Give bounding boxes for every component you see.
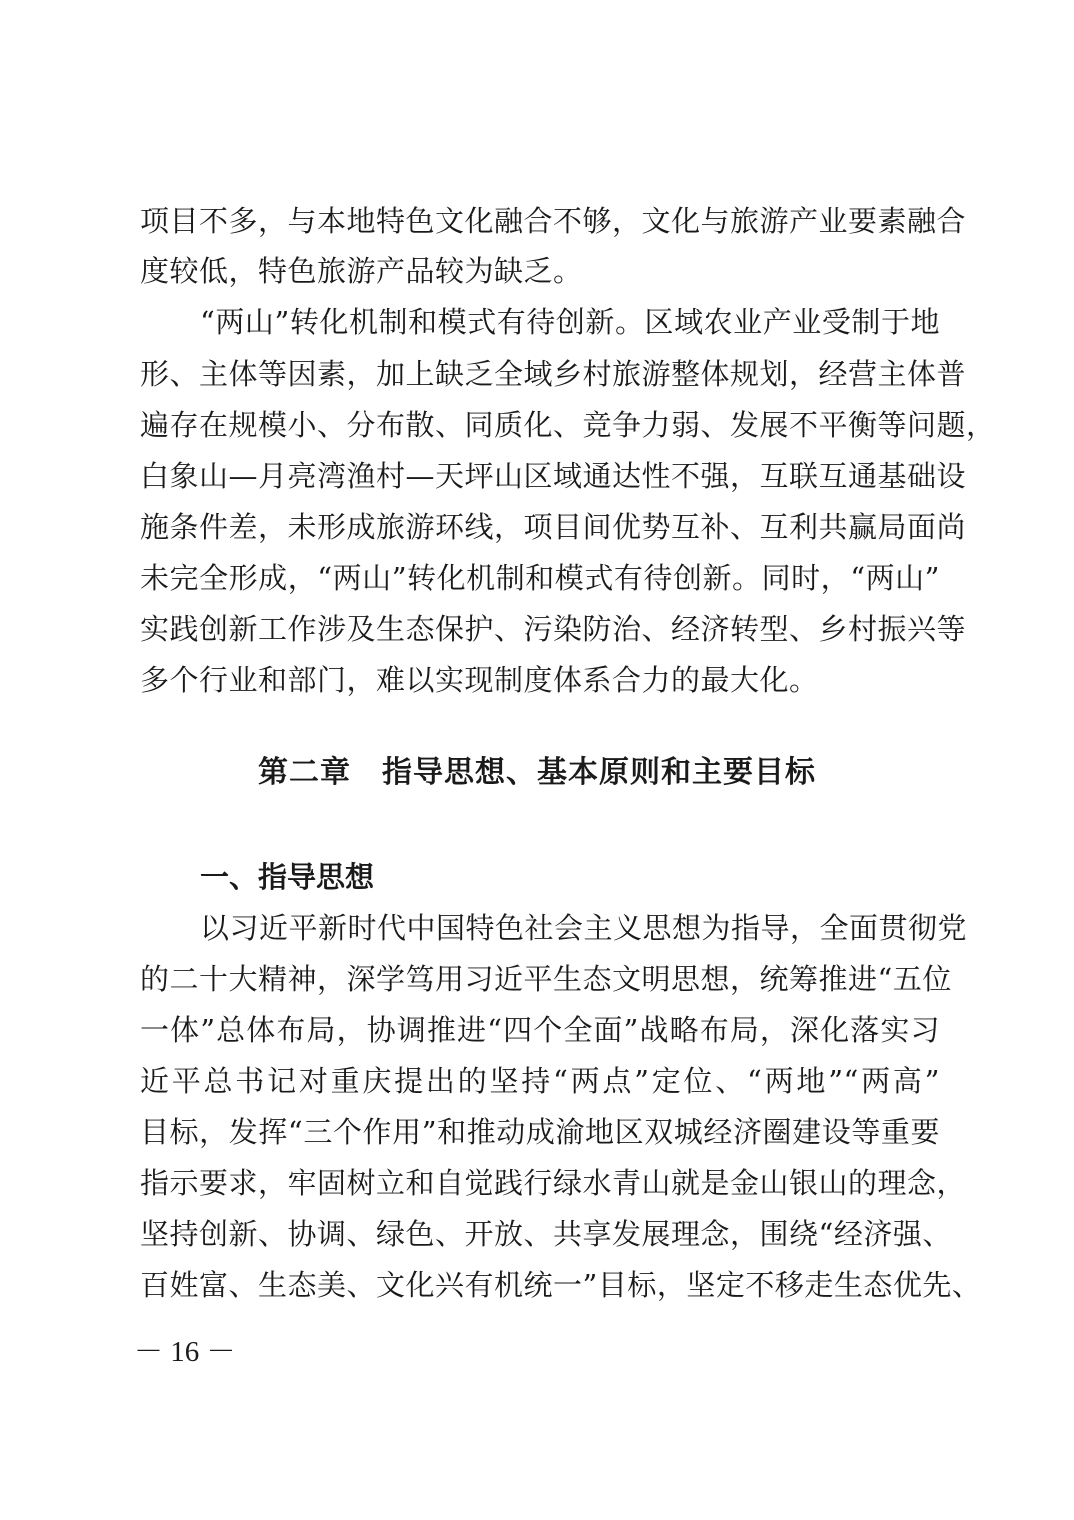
paragraph-1-line-1: 项目不多，与本地特色文化融合不够，文化与旅游产业要素融合 bbox=[140, 204, 967, 238]
section-title: 一、指导思想 bbox=[200, 860, 375, 894]
paragraph-3-line-6: 指示要求，牢固树立和自觉践行绿水青山就是金山银山的理念， bbox=[140, 1166, 967, 1200]
paragraph-2-line-5: 施条件差，未形成旅游环线，项目间优势互补、互利共赢局面尚 bbox=[140, 510, 967, 544]
paragraph-3-line-1: 以习近平新时代中国特色社会主义思想为指导，全面贯彻党 bbox=[200, 911, 968, 945]
paragraph-3-line-3: 一体”总体布局，协调推进“四个全面”战略布局，深化落实习 bbox=[140, 1013, 940, 1047]
paragraph-3-line-5: 目标，发挥“三个作用”和推动成渝地区双城经济圈建设等重要 bbox=[140, 1115, 940, 1149]
paragraph-2-line-2: 形、主体等因素，加上缺乏全域乡村旅游整体规划，经营主体普 bbox=[140, 357, 967, 391]
paragraph-3-line-4: 近平总书记对重庆提出的坚持“两点”定位、“两地”“两高” bbox=[140, 1064, 940, 1098]
paragraph-3-line-7: 坚持创新、协调、绿色、开放、共享发展理念，围绕“经济强、 bbox=[140, 1217, 952, 1251]
paragraph-3-line-8: 百姓富、生态美、文化兴有机统一”目标，坚定不移走生态优先、 bbox=[140, 1268, 982, 1302]
chapter-title: 第二章 指导思想、基本原则和主要目标 bbox=[258, 755, 816, 790]
paragraph-2-line-6: 未完全形成，“两山”转化机制和模式有待创新。同时，“两山” bbox=[140, 561, 940, 595]
page-number: － 16 － bbox=[134, 1336, 236, 1368]
paragraph-3-line-2: 的二十大精神，深学笃用习近平生态文明思想，统筹推进“五位 bbox=[140, 962, 952, 996]
paragraph-1-line-2: 度较低，特色旅游产品较为缺乏。 bbox=[140, 254, 583, 288]
paragraph-2-line-1: “两山”转化机制和模式有待创新。区域农业产业受制于地 bbox=[200, 305, 940, 339]
paragraph-2-line-7: 实践创新工作涉及生态保护、污染防治、经济转型、乡村振兴等 bbox=[140, 612, 967, 646]
paragraph-2-line-4: 白象山—月亮湾渔村—天坪山区域通达性不强，互联互通基础设 bbox=[140, 459, 967, 493]
paragraph-2-line-8: 多个行业和部门，难以实现制度体系合力的最大化。 bbox=[140, 663, 819, 697]
paragraph-2-line-3: 遍存在规模小、分布散、同质化、竞争力弱、发展不平衡等问题， bbox=[140, 408, 996, 442]
